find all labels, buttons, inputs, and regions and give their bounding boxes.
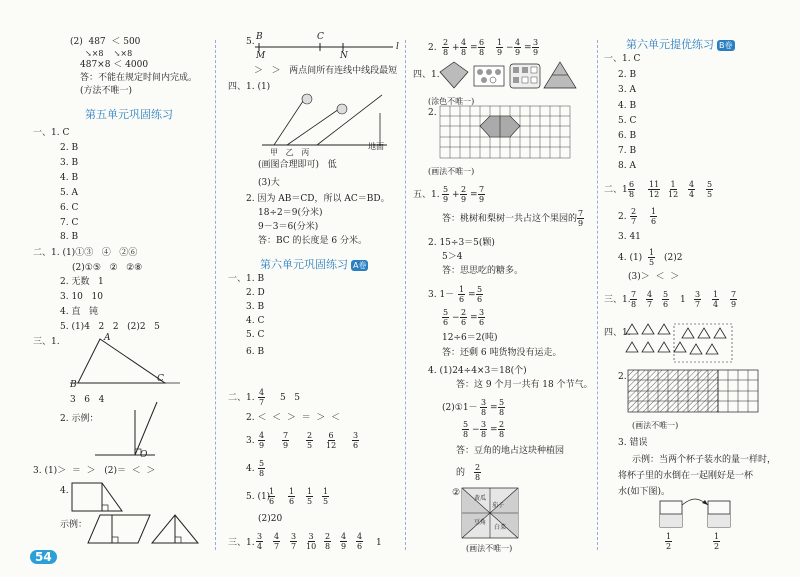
answer-line: (涂色不唯一) — [428, 97, 475, 106]
operator: + — [452, 190, 460, 200]
answer-line: 5. C — [246, 330, 265, 340]
fraction: 3 7 — [695, 290, 701, 309]
operator: − — [452, 313, 460, 323]
text-line: 487×8 ＜ 4000 — [80, 60, 149, 70]
answer-line: 4. (1) — [618, 253, 643, 263]
answer-line: 一、1. C — [604, 54, 641, 64]
page-number: 54 — [30, 550, 57, 564]
operator: − — [472, 425, 480, 435]
answer-line: 2. — [428, 43, 437, 53]
answer-line: (2)①1－ — [442, 403, 478, 413]
fraction: 6 8 — [479, 38, 485, 57]
answer-line: 5. — [246, 37, 255, 47]
fraction: 2 6 — [461, 308, 467, 327]
answer-line: 2. 15÷3＝5(颗) — [428, 238, 495, 248]
column-divider — [405, 40, 406, 550]
fraction: 1 6 — [289, 487, 295, 506]
fraction: 5 8 — [259, 459, 265, 478]
answer-line: (2)20 — [258, 514, 283, 524]
answer-line: 2. ＜ ＜ ＞ ＝ ＞ ＜ — [246, 413, 341, 423]
parallelogram-figure — [88, 515, 158, 547]
fraction: 4 4 — [689, 180, 695, 199]
fraction: 4 9 — [259, 431, 265, 450]
answer-line: 3. 1－ — [428, 290, 455, 300]
fraction: 5 6 — [477, 285, 483, 304]
operator: = — [490, 403, 498, 413]
fraction: 3 9 — [533, 38, 539, 57]
answer-line: 3. 错误 — [618, 438, 648, 448]
shaded-shapes-figure — [440, 62, 580, 92]
text-line: 答：不能在规定时间内完成。 — [80, 73, 198, 83]
answer-line: 5＞4 — [442, 252, 463, 262]
grid-figure — [440, 106, 570, 158]
isosceles-triangle-figure — [150, 515, 200, 547]
answer-line: 4. (1)24÷4×3＝18(个) — [428, 366, 527, 376]
fraction: 1 5 — [323, 487, 329, 506]
answer-line: 四、1. (1) — [228, 82, 271, 92]
text-line: (方法不唯一) — [80, 86, 133, 96]
point-label: A — [104, 333, 111, 343]
answer-line: 3. 41 — [618, 232, 641, 242]
hatched-grid-figure — [628, 370, 758, 412]
answer-line: 答：豆角的地占这块种植园 — [456, 446, 565, 456]
fraction: 4 9 — [341, 532, 347, 551]
point-label: B — [256, 32, 263, 42]
answer-line: 四、1. — [413, 70, 440, 80]
fraction: 1 9 — [497, 38, 503, 57]
version-badge: A卷 — [353, 261, 367, 270]
point-label: N — [340, 51, 348, 61]
fraction: 2 9 — [461, 185, 467, 204]
fraction: 11 12 — [649, 180, 660, 199]
point-label: B — [70, 380, 77, 390]
answer-line: 4. — [246, 464, 255, 474]
fraction: 4 6 — [357, 532, 363, 551]
triangle-groups-figure — [626, 324, 736, 364]
operator: = — [524, 43, 532, 53]
answer-line: 三、1. — [228, 538, 255, 548]
garden-plot-figure — [462, 488, 518, 538]
text-line: (2) 487 ＜ 500 — [70, 37, 141, 47]
answer-line: 二、1. — [604, 185, 631, 195]
operator: = — [470, 190, 478, 200]
answer-line: (画法不唯一) — [632, 421, 679, 430]
point-label: M — [256, 51, 266, 61]
section-heading — [260, 256, 368, 272]
fraction: 1 2 — [666, 532, 672, 551]
fraction: 5 6 — [663, 290, 669, 309]
answer-line: (2)①⑤ ② ②⑧ — [72, 263, 143, 273]
answer-line: 答：思思吃的糖多。 — [442, 266, 524, 276]
answer-line: 12÷6＝2(吨) — [442, 333, 498, 343]
answer-line: 5 5 — [280, 393, 301, 403]
answer-line: 五、1. — [413, 190, 440, 200]
point-label: C — [317, 32, 324, 42]
answer-line: 2. 示例： — [60, 414, 99, 424]
answer-line: 示例：当两个杯子装水的量一样时， — [632, 455, 777, 465]
fraction: 1 6 — [459, 285, 465, 304]
fraction: 3 6 — [479, 308, 485, 327]
fraction: 3 8 — [481, 398, 487, 417]
fraction: 7 9 — [479, 185, 485, 204]
answer-line: ② — [452, 488, 461, 498]
fraction: 7 9 — [578, 209, 584, 228]
answer-line: 5. C — [618, 116, 637, 126]
section-heading — [626, 36, 735, 52]
text-line: ↘×8 ↘×8 — [85, 49, 133, 58]
answer-line: 3. B — [246, 302, 265, 312]
operator: = — [470, 313, 478, 323]
operator: = — [470, 43, 478, 53]
fraction: 1 6 — [269, 487, 275, 506]
fraction: 6 8 — [629, 180, 635, 199]
answer-line: 6. B — [246, 347, 265, 357]
operator: + — [452, 43, 460, 53]
answer-line: 3. 10 10 — [60, 292, 103, 302]
fraction: 5 6 — [443, 308, 449, 327]
fraction: 4 7 — [274, 532, 280, 551]
fraction: 3 6 — [353, 431, 359, 450]
answer-line: 3. (1)＞ ＝ ＞ (2)＝ ＜ ＞ — [33, 466, 156, 476]
fraction: 2 5 — [307, 431, 313, 450]
answer-line: 3. B — [60, 158, 79, 168]
version-badge: B卷 — [719, 41, 733, 50]
answer-line: 2. B — [618, 70, 637, 80]
answer-line: ＞ ＞ 两点间所有连线中线段最短 — [254, 66, 398, 76]
fraction: 3 10 — [306, 532, 317, 551]
answer-line: (3)大 — [258, 178, 280, 188]
answer-line: 4. — [60, 486, 69, 496]
fraction: 7 9 — [283, 431, 289, 450]
answer-line: 的 — [456, 468, 466, 478]
operator: = — [468, 290, 476, 300]
answer-line: 4. B — [60, 173, 79, 183]
column-divider — [597, 40, 598, 550]
point-label: l — [396, 42, 399, 52]
plot-label: 白菜 — [494, 524, 507, 531]
operator: − — [506, 43, 514, 53]
answer-line: 4. C — [246, 316, 265, 326]
section-heading: 第五单元巩固练习 — [85, 108, 173, 121]
figure-label: 地面 — [368, 142, 384, 151]
fraction: 5 8 — [463, 420, 469, 439]
triangle-figure — [70, 335, 190, 395]
answer-line: 2. B — [60, 143, 79, 153]
trapezoid-figure — [72, 483, 132, 515]
answer-line: 4. 直 钝 — [60, 307, 99, 317]
plot-label: 茄子 — [492, 502, 505, 509]
answer-line: 答：这 9 个月一共有 18 个节气。 — [456, 380, 593, 390]
answer-line: 3. A — [618, 85, 636, 95]
answer-line: 3 6 4 — [70, 395, 105, 405]
plot-label: 豆角 — [474, 519, 487, 526]
fraction: 1 4 — [713, 290, 719, 309]
answer-line: (3)＞ ＜ ＞ — [628, 272, 680, 282]
point-label: C — [157, 374, 164, 384]
fraction: 4 7 — [259, 388, 265, 407]
fraction: 7 8 — [631, 290, 637, 309]
fraction: 3 4 — [257, 532, 263, 551]
answer-line: 答：还剩 6 吨货物没有运走。 — [442, 348, 562, 358]
fraction: 5 8 — [499, 398, 505, 417]
answer-line: 1 — [376, 538, 382, 548]
operator: = — [490, 425, 498, 435]
answer-line: 二、1. (1)①③ ④ ②⑥ — [33, 248, 138, 258]
answer-line: (画法不唯一) — [466, 544, 513, 553]
fraction: 2 8 — [443, 38, 449, 57]
answer-line: 四、1. — [604, 328, 631, 338]
fraction: 6 12 — [326, 431, 337, 450]
answer-line: 9－3＝6(分米) — [258, 222, 319, 232]
answer-line: 2. 无数 1 — [60, 277, 104, 287]
answer-line: 2. — [428, 108, 437, 118]
answer-line: 将杯子里的水倒在一起刚好是一杯 — [618, 471, 754, 481]
fraction: 2 8 — [325, 532, 331, 551]
fraction: 5 5 — [707, 180, 713, 199]
answer-line: 4. B — [618, 101, 637, 111]
fraction: 4 8 — [461, 38, 467, 57]
answer-line: 示例： — [60, 520, 88, 530]
fraction: 2 8 — [499, 420, 505, 439]
answer-line: 1 — [680, 295, 686, 305]
answer-line: 一、1. C — [33, 128, 70, 138]
fraction: 4 7 — [647, 290, 653, 309]
answer-line: 3. — [246, 436, 255, 446]
answer-line: 答：BC 的长度是 6 分米。 — [258, 236, 367, 246]
fraction: 2 8 — [475, 463, 481, 482]
fraction: 1 6 — [651, 207, 657, 226]
plot-label: 黄瓜 — [474, 495, 487, 502]
fraction: 4 9 — [515, 38, 521, 57]
answer-line: 5. (1)4 2 2 (2)2 5 — [60, 322, 160, 332]
answer-line: 答：桃树和梨树一共占这个果园的 — [442, 214, 578, 224]
answer-line: 6. C — [60, 203, 79, 213]
fraction: 3 8 — [481, 420, 487, 439]
answer-line: 5. (1) — [246, 492, 271, 502]
answer-line: 2. — [618, 372, 627, 382]
answer-line: (2)2 — [664, 253, 683, 263]
answer-line: 5. A — [60, 188, 78, 198]
answer-line: 2. D — [246, 288, 265, 298]
number-line-figure — [255, 40, 395, 54]
fraction: 1 12 — [668, 180, 679, 199]
answer-line: 18÷2＝9(分米) — [258, 208, 323, 218]
figure-label: 甲 乙 丙 — [270, 148, 310, 157]
answer-line: 二、1. — [228, 393, 255, 403]
answer-line: 三、1. — [604, 295, 631, 305]
fraction: 1 5 — [307, 487, 313, 506]
heading-text: 第六单元提优练习 — [626, 38, 714, 51]
fraction: 2 7 — [631, 207, 637, 226]
answer-line: 6. B — [618, 131, 637, 141]
point-label: O — [140, 450, 148, 460]
fraction: 3 7 — [291, 532, 297, 551]
answer-line: 8. B — [60, 232, 79, 242]
answer-line: 三、1. — [33, 337, 60, 347]
answer-line: 2. 因为 AB＝CD，所以 AC＝BD。 — [246, 194, 390, 204]
fraction: 1 2 — [714, 532, 720, 551]
column-divider — [215, 40, 216, 550]
answer-line: 7. C — [60, 218, 79, 228]
heading-text: 第六单元巩固练习 — [260, 258, 348, 271]
fraction: 1 5 — [649, 248, 655, 267]
answer-line: 2. — [618, 212, 627, 222]
answer-line: 7. B — [618, 146, 637, 156]
answer-line: 一、1. B — [228, 274, 265, 284]
answer-line: 水(如下图)。 — [618, 487, 671, 497]
answer-line: (画图合理即可) 低 — [258, 160, 337, 170]
fraction: 7 9 — [731, 290, 737, 309]
answer-line: 8. A — [618, 161, 636, 171]
fraction: 5 9 — [443, 185, 449, 204]
answer-line: (画法不唯一) — [428, 167, 475, 176]
